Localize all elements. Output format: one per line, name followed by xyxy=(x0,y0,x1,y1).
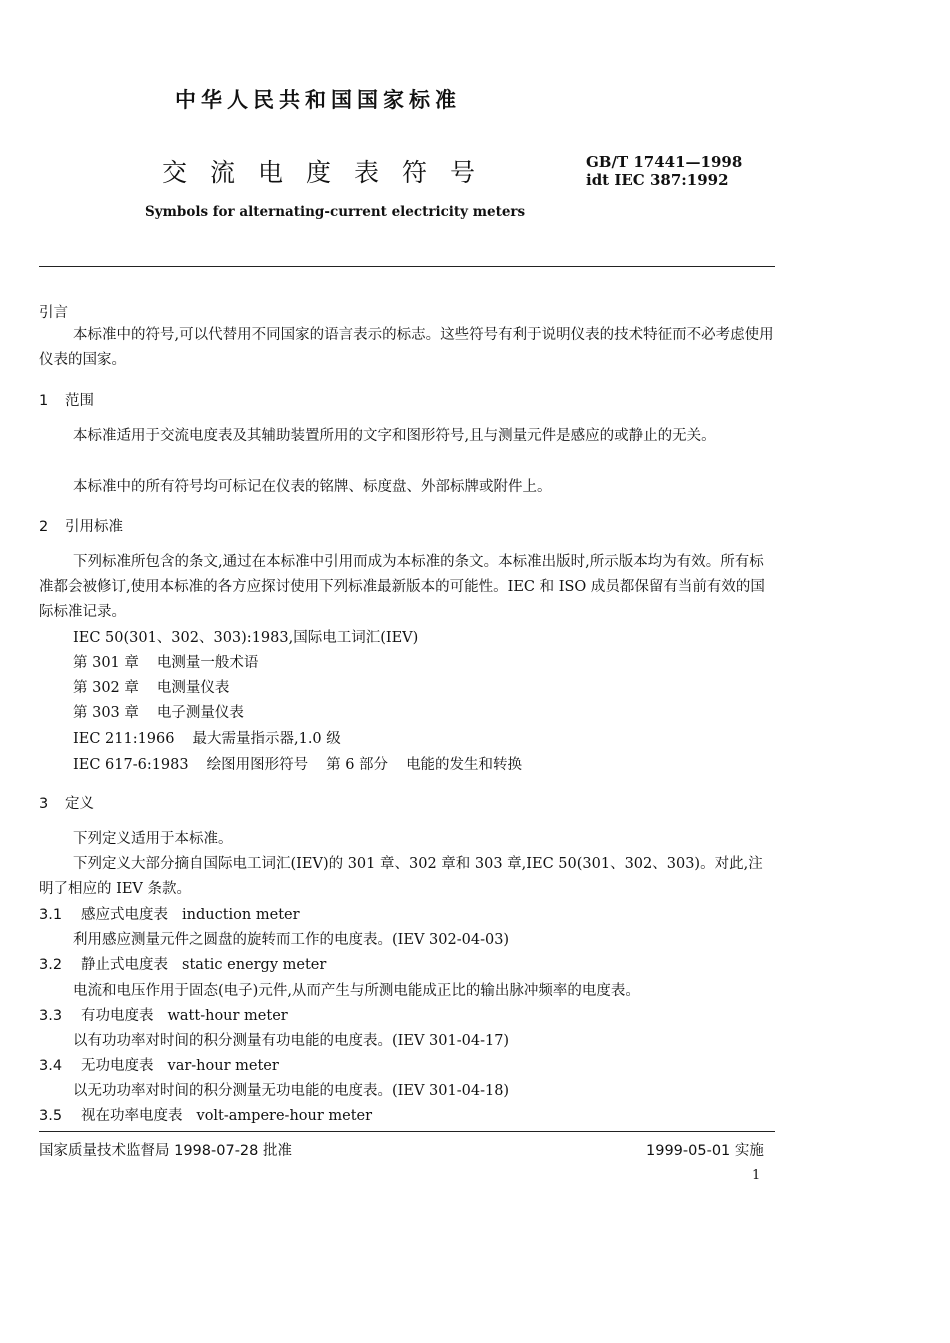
term-number: 3.3 xyxy=(39,1008,63,1024)
reference-text: 电能的发生和转换 xyxy=(406,757,523,773)
section3-number: 3 xyxy=(39,796,49,812)
term-3-4-definition: 以无功功率对时间的积分测量无功电能的电度表。(IEV 301-04-18) xyxy=(73,1083,510,1099)
term-number: 3.4 xyxy=(39,1058,63,1074)
section2-number: 2 xyxy=(39,519,49,535)
intro-paragraph: 本标准中的符号,可以代替用不同国家的语言表示的标志。这些符号有利于说明仪表的技术特征而不必考虑使用仪表的国家。 xyxy=(39,327,774,368)
reference-text: 电子测量仪表 xyxy=(156,705,244,721)
term-number: 3.1 xyxy=(39,907,63,923)
term-3-2-definition: 电流和电压作用于固态(电子)元件,从而产生与所测电能成正比的输出脉冲频率的电度表。 xyxy=(73,983,640,999)
reference-chapter: 第 301 章 xyxy=(73,655,139,671)
term-chinese: 有功电度表 xyxy=(81,1008,154,1024)
term-english: var-hour meter xyxy=(167,1058,279,1074)
term-number: 3.5 xyxy=(39,1108,63,1124)
reference-part: 第 6 部分 xyxy=(326,757,389,773)
term-3-3-definition: 以有功功率对时间的积分测量有功电能的电度表。(IEV 301-04-17) xyxy=(73,1033,510,1049)
reference-text: IEC 50(301、302、303):1983,国际电工词汇(IEV) xyxy=(73,630,419,646)
term-chinese: 无功电度表 xyxy=(81,1058,154,1074)
reference-text: 电测量仪表 xyxy=(156,680,230,696)
reference-chapter: 第 303 章 xyxy=(73,705,139,721)
term-english: induction meter xyxy=(182,907,300,923)
standard-code-line2: idt IEC 387:1992 xyxy=(586,171,729,189)
standard-code xyxy=(586,153,742,189)
reference-line xyxy=(73,676,229,697)
reference-text: 绘图用图形符号 xyxy=(206,757,309,773)
term-english: watt-hour meter xyxy=(167,1008,288,1024)
section1-number: 1 xyxy=(39,393,49,409)
term-chinese: 静止式电度表 xyxy=(81,957,168,973)
section1-paragraph1: 本标准适用于交流电度表及其辅助装置所用的文字和图形符号,且与测量元件是感应的或静止的无关。 xyxy=(73,428,716,444)
section3-paragraph1: 下列定义适用于本标准。 xyxy=(73,831,233,847)
standard-title: 交流电度表符号 xyxy=(162,158,499,187)
term-3-2 xyxy=(39,953,326,974)
section2-paragraph: 下列标准所包含的条文,通过在本标准中引用而成为本标准的条文。本标准出版时,所示版本均为有效。所有标准都会被修订,使用本标准的各方应探讨使用下列标准最新版本的可能性。IEC 和 ISO 成员都保留有当前有效的国际标准记录。 xyxy=(39,554,765,620)
section1-title: 范围 xyxy=(65,393,94,409)
term-english: volt-ampere-hour meter xyxy=(196,1108,373,1124)
term-number: 3.2 xyxy=(39,957,63,973)
reference-line xyxy=(73,727,341,748)
reference-text: 最大需量指示器,1.0 级 xyxy=(192,731,341,747)
effective-date: 1999-05-01 实施 xyxy=(646,1143,764,1159)
reference-line xyxy=(73,626,418,647)
standard-code-line1: GB/T 17441—1998 xyxy=(586,153,743,171)
section2-title: 引用标准 xyxy=(65,519,123,535)
footer-divider xyxy=(39,1131,775,1132)
section2-heading xyxy=(39,515,123,536)
reference-line xyxy=(73,701,244,722)
english-title: Symbols for alternating-current electricity meters xyxy=(145,204,526,220)
reference-line xyxy=(73,651,258,672)
term-3-3 xyxy=(39,1004,288,1025)
section3-title: 定义 xyxy=(65,796,94,812)
reference-id: IEC 211:1966 xyxy=(73,731,175,747)
organization-title: 中华人民共和国国家标准 xyxy=(175,88,461,112)
term-3-5 xyxy=(39,1104,372,1125)
header-divider xyxy=(39,266,775,267)
reference-chapter: 第 302 章 xyxy=(73,680,139,696)
term-english: static energy meter xyxy=(182,957,327,973)
intro-heading: 引言 xyxy=(39,305,68,321)
term-chinese: 感应式电度表 xyxy=(81,907,168,923)
term-chinese: 视在功率电度表 xyxy=(81,1108,183,1124)
section1-heading xyxy=(39,389,94,410)
term-3-4 xyxy=(39,1054,279,1075)
term-3-1 xyxy=(39,903,300,924)
page-number: 1 xyxy=(752,1168,761,1183)
reference-line xyxy=(73,753,522,774)
reference-id: IEC 617-6:1983 xyxy=(73,757,189,773)
approval-note: 国家质量技术监督局 1998-07-28 批准 xyxy=(39,1143,292,1159)
reference-text: 电测量一般术语 xyxy=(156,655,259,671)
section3-paragraph2: 下列定义大部分摘自国际电工词汇(IEV)的 301 章、302 章和 303 章,IEC 50(301、302、303)。对此,注明了相应的 IEV 条款。 xyxy=(39,856,763,897)
term-3-1-definition: 利用感应测量元件之圆盘的旋转而工作的电度表。(IEV 302-04-03) xyxy=(73,932,510,948)
section1-paragraph2: 本标准中的所有符号均可标记在仪表的铭牌、标度盘、外部标牌或附件上。 xyxy=(73,479,552,495)
section3-heading xyxy=(39,792,94,813)
